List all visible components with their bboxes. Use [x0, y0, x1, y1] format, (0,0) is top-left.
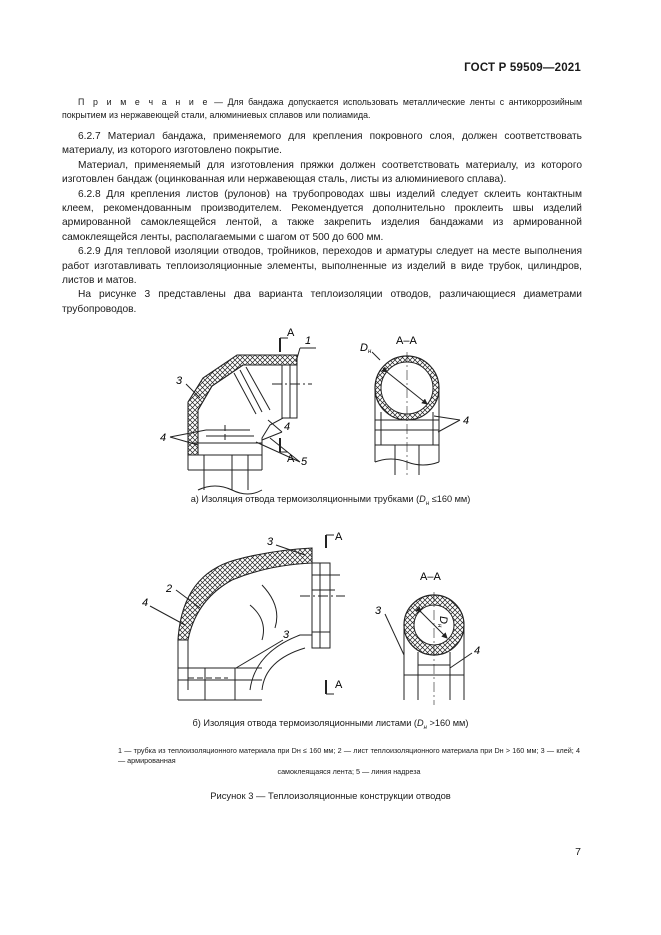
section-title-aa-top: А–А: [396, 335, 417, 347]
note-text: — Для бандажа допускается использовать металлические ленты с антикоррозийным покрытием из нержавеющей стали, алюминиевых сплавов или полиамида.: [62, 97, 582, 120]
callout-a-3: 3: [176, 375, 183, 387]
callout-b-3-middle: 3: [283, 629, 290, 641]
callout-b-3-top: 3: [267, 536, 274, 548]
caption-a: а) Изоляция отвода термоизоляционными трубками ($D_н \le 160$ мм): [190, 494, 471, 507]
callout-a-1: 1: [305, 335, 312, 347]
section-aa-sheet-view: [385, 592, 472, 705]
legend-line-1: 1 — трубка из теплоизоляционного материала при Dн ≤ 160 мм; 2 — лист теплоизоляционного материала при Dн > 160 мм; 3 — клей; 4 — армированная: [118, 746, 580, 766]
section-title-aa-bottom: А–А: [420, 571, 441, 583]
paragraph-6-2-8: 6.2.8 Для крепления листов (рулонов) на трубопроводах швы изделий следует склеить контактным клеем, рекомендованным производителем. Рекомендуется дополнительно проклеить швы изделий армированной самоклеящейся лентой, а также закрепить изделия бандажами из армированной самоклеящейся ленты, располагаемыми с шагом от 500 до 600 мм.: [62, 188, 582, 243]
callout-aa-4-bottom: 4: [474, 645, 481, 657]
section-mark-b-top: А: [335, 531, 343, 543]
paragraph-material: Материал, применяемый для изготовления пряжки должен соответствовать материалу, из которого изготовлен бандаж (оцинкованная или нержавеющая сталь, листы из алюминиевого сплава).: [62, 159, 582, 186]
callout-aa-3-bottom: 3: [375, 605, 382, 617]
callout-a-5: 5: [301, 456, 308, 468]
paragraph-6-2-9: 6.2.9 Для тепловой изоляции отводов, тройников, переходов и арматуры следует на месте выполнения работ изготавливать теплоизоляционные элементы, выполненные из изделий в виде трубок, цилиндров, листов и матов.: [62, 246, 582, 287]
paragraph-figure-ref: На рисунке 3 представлены два варианта теплоизоляции отводов, различающиеся диаметрами трубопроводов.: [62, 289, 582, 315]
elbow-tube-insulation-view: [170, 338, 316, 494]
figure-legend: [118, 746, 580, 777]
callout-aa-4-top: 4: [463, 415, 470, 427]
paragraph-6-2-7: 6.2.7 Материал бандажа, применяемого для крепления покровного слоя, должен соответствовать материалу, из которого изготовлено покрытие.: [62, 131, 582, 157]
diameter-label-bottom: Dн: [436, 616, 449, 628]
callout-a-4-left: 4: [160, 432, 167, 444]
note-label: П р и м е ч а н и е: [78, 97, 210, 107]
figure-title: Рисунок 3 — Теплоизоляционные конструкции отводов: [210, 790, 451, 801]
elbow-sheet-insulation-view: [150, 535, 345, 700]
section-mark-b-bottom: А: [335, 679, 343, 691]
page-number: 7: [575, 846, 581, 858]
callout-b-4: 4: [142, 597, 149, 609]
callout-a-4-right: 4: [284, 421, 291, 433]
legend-line-2: самоклеящаяся лента; 5 — линия надреза: [277, 766, 421, 776]
callout-b-2: 2: [166, 583, 173, 595]
diameter-label-top: Dн: [360, 342, 372, 355]
section-mark-bottom-a: А: [287, 453, 295, 465]
section-mark-top-a: А: [287, 327, 295, 339]
section-aa-tube-view: [372, 352, 460, 478]
caption-b: б) Изоляция отвода термоизоляционными листами ($D_н >160$ мм): [192, 718, 469, 731]
standard-header: ГОСТ Р 59509—2021: [464, 62, 581, 74]
